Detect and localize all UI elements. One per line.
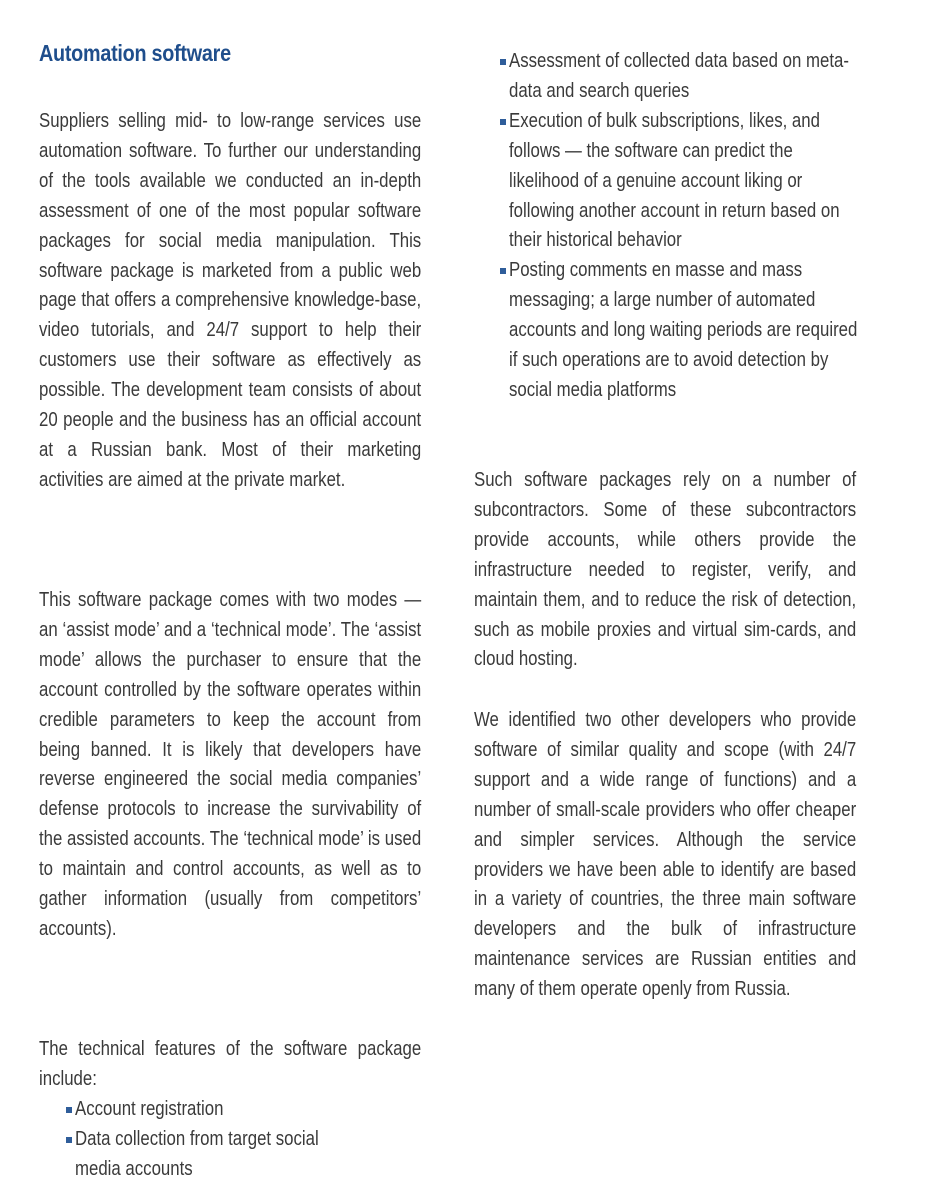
subcontractors-paragraph <box>474 466 856 675</box>
list-item <box>39 1125 421 1185</box>
list-item <box>473 107 857 257</box>
developers-paragraph-text: We identified two other developers who provide software of similar quality and scope (with 24/7 support and a wide range of functions) and a number of small-scale providers who offer cheaper and simpler services. Although the service providers we have been able to identify are based in a variety of countries, the three main software developers and the bulk of infrastructure maintenance services are Russian entities and many of them operate openly from Russia. <box>474 709 857 1001</box>
square-bullet-icon <box>500 268 506 274</box>
modes-paragraph-text: This software package comes with two modes — an ‘assist mode’ and a ‘technical mode’. The ‘assist mode’ allows the purchaser to ensure that the account controlled by the software operates within credible parameters to keep the account from being banned. It is likely that developers have reverse engineered the social media companies’ defense protocols to increase the survivability of the assisted accounts. The ‘technical mode’ is used to maintain and control accounts, as well as to gather information (usually from competitors’ accounts). <box>39 589 422 940</box>
intro-paragraph-text: Suppliers selling mid- to low-range services use automation software. To further our understanding of the tools available we conducted an in-depth assessment of one of the most popular software packages for social media manipulation. This software package is marketed from a public web page that offers a comprehensive knowledge-base, video tutorials, and 24/7 support to help their customers use their software as effectively as possible. The development team consists of about 20 people and the business has an official account at a Russian bank. Most of their marketing activities are aimed at the private market. <box>39 110 422 491</box>
subcontractors-paragraph-text: Such software packages rely on a number of subcontractors. Some of these subcontractors provide accounts, while others provide the infrastructure needed to register, verify, and maintain them, and to reduce the risk of detection, such as mobile proxies and virtual sim-cards, and cloud hosting. <box>474 469 857 671</box>
list-item-text: Data collection from target social media accounts <box>75 1127 319 1180</box>
list-item <box>473 256 857 406</box>
list-item <box>39 1095 421 1125</box>
modes-paragraph <box>39 586 421 945</box>
developers-paragraph <box>474 706 856 1005</box>
list-item-text: Posting comments en masse and mass messaging; a large number of automated accounts and long waiting periods are required if such operations are to avoid detection by social media platforms <box>509 259 858 401</box>
section-heading: Automation software <box>39 40 231 66</box>
square-bullet-icon <box>500 119 506 125</box>
square-bullet-icon <box>66 1137 72 1143</box>
features-intro-paragraph <box>39 1035 421 1095</box>
features-list-left <box>39 1095 421 1185</box>
features-list-right <box>473 47 857 406</box>
list-item <box>473 47 857 107</box>
square-bullet-icon <box>500 59 506 65</box>
list-item-text: Execution of bulk subscriptions, likes, and follows — the software can predict the likelihood of a genuine account liking or following another account in return based on their historical behavior <box>509 109 840 252</box>
list-item-text: Account registration <box>75 1098 224 1120</box>
intro-paragraph <box>39 107 421 496</box>
square-bullet-icon <box>66 1107 72 1113</box>
list-item-text: Assessment of collected data based on meta-data and search queries <box>509 50 849 102</box>
features-intro-text: The technical features of the software package include: <box>39 1038 422 1090</box>
